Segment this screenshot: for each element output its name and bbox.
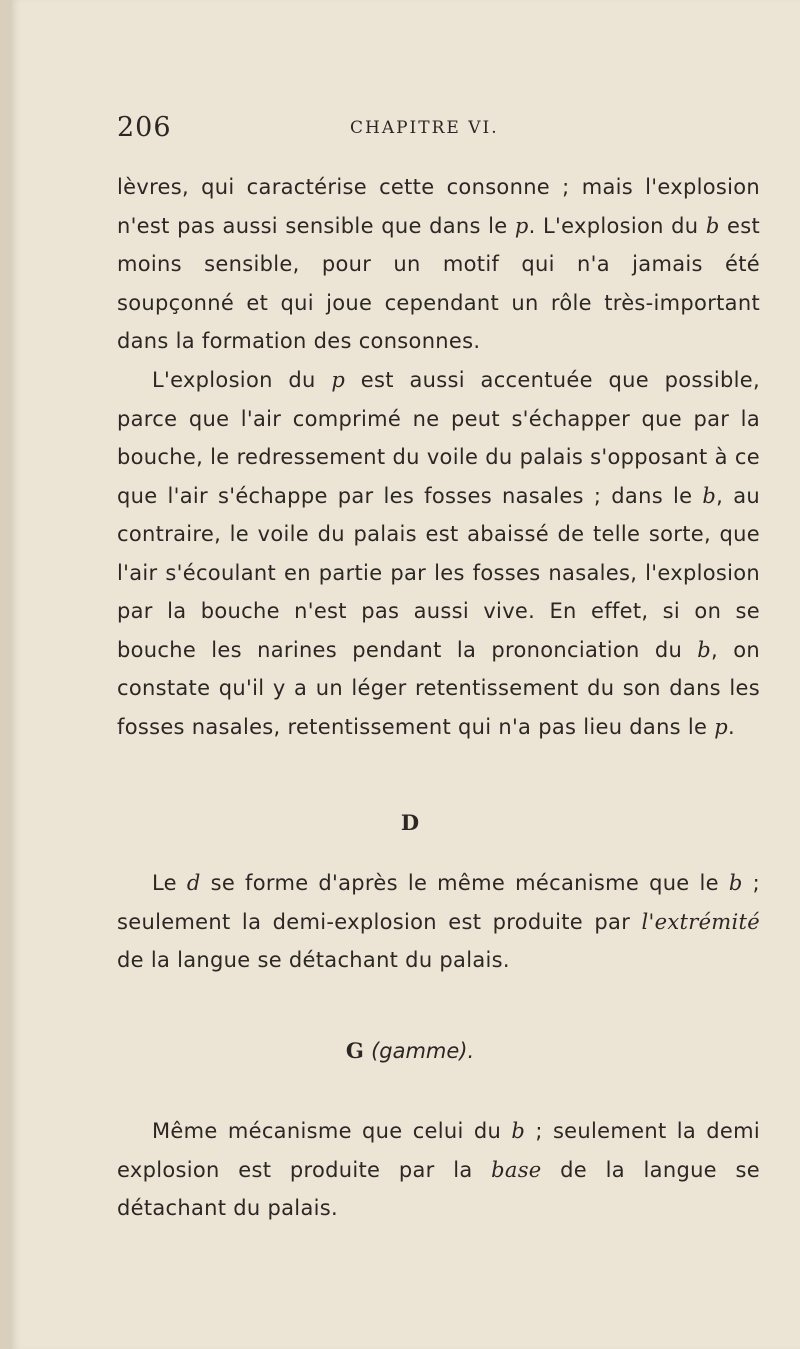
section-heading-d: D [400,810,420,835]
section-heading-g: G (gamme). [345,1038,475,1063]
paragraph-1: lèvres, qui caractérise cette consonne ; mais l'explosion n'est pas aussi sensible que dans le p. L'explosion du b est moins sensible, pour un motif qui n'a jamais été soupçonné et qui joue cependant un rôle très-important dans la formation des consonnes. [117,175,760,353]
paragraph-g: Même mécanisme que celui du b ; seulement la demi explosion est produite par la base de la langue se détachant du palais. [117,1119,760,1220]
page-header [117,112,757,152]
paragraph-2: L'explosion du p est aussi accentuée que possible, parce que l'air comprimé ne peut s'échapper que par la bouche, le redressement du voile du palais s'opposant à ce que l'air s'échappe par les fosses nasales ; dans le b, au contraire, le voile du palais est abaissé de telle sorte, que l'air s'écoulant en partie par les fosses nasales, l'explosion par la bouche n'est pas aussi vive. En effet, si on se bouche les narines pendant la prononciation du b, on constate qu'il y a un léger retentissement du son dans les fosses nasales, retentissement qui n'a pas lieu dans le p. [117,368,761,739]
paragraph-d: Le d se forme d'après le même mécanisme que le b ; seulement la demi-explosion est produite par l'extrémité de la langue se détachant du palais. [117,871,760,972]
running-head: CHAPITRE VI. [350,118,499,138]
book-page [10,0,800,1349]
page-number: 206 [117,112,172,143]
